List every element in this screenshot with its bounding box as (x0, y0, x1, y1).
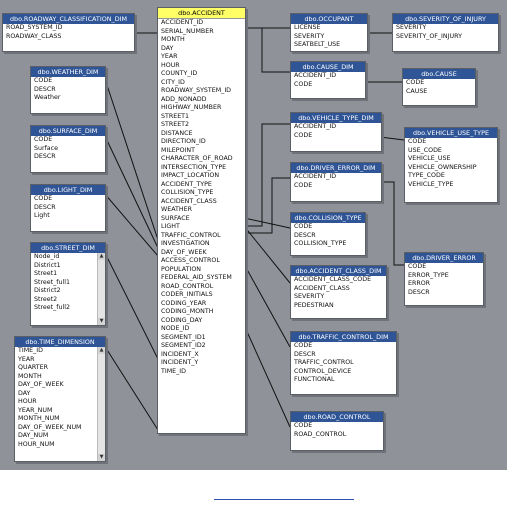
relationship-line (244, 325, 290, 427)
field-list (31, 195, 105, 231)
field-list (291, 24, 367, 51)
table-title[interactable]: dbo.OCCUPANT (291, 14, 367, 24)
field-row[interactable]: ROAD_SYSTEM_ID (6, 24, 63, 31)
field-row[interactable]: CODE (294, 342, 313, 349)
table-vehicle-type-dim[interactable] (290, 112, 382, 152)
field-row[interactable]: Street_full1 (34, 278, 70, 286)
table-title[interactable]: dbo.COLLISION_TYPE (291, 213, 365, 223)
relationship-line (380, 182, 404, 265)
table-occupant[interactable] (290, 13, 368, 52)
table-title[interactable]: dbo.LIGHT_DIM (31, 185, 105, 195)
field-row[interactable]: DIRECTION_ID (161, 138, 206, 145)
field-row[interactable]: SEATBELT_USE (294, 41, 341, 48)
field-row[interactable]: DISTANCE (161, 129, 193, 137)
field-row[interactable]: CODE (408, 138, 427, 145)
field-row[interactable]: ROAD_CONTROL (161, 282, 214, 290)
table-time-dimension[interactable] (14, 336, 106, 462)
field-row[interactable]: COLLISION_TYPE (161, 189, 214, 196)
field-row[interactable]: DAY (161, 44, 174, 52)
relationship-line (133, 33, 158, 108)
field-row[interactable]: SEVERITY (294, 32, 325, 40)
field-row[interactable]: SEVERITY_OF_INJURY (396, 32, 462, 40)
field-row[interactable]: ERROR_TYPE (408, 271, 449, 279)
field-row[interactable]: DESCR (34, 153, 56, 160)
field-row[interactable]: CODING_YEAR (161, 299, 207, 307)
field-row[interactable]: DAY_NUM (18, 432, 49, 439)
field-row[interactable]: DESCR (34, 85, 56, 93)
field-row[interactable]: ACCIDENT_CLASS_CODE (294, 276, 372, 283)
table-collision-type[interactable] (290, 212, 366, 256)
field-row[interactable]: CODING_MONTH (161, 308, 214, 315)
field-row[interactable]: ERROR (408, 280, 431, 287)
field-row[interactable]: CODE (406, 79, 425, 86)
relationship-line (104, 345, 158, 430)
field-list (158, 19, 245, 434)
field-row[interactable]: COLLISION_TYPE (294, 240, 347, 247)
field-list (291, 422, 383, 450)
field-row[interactable]: ACCIDENT_ID (294, 123, 337, 130)
scroll-up-arrow-icon[interactable]: ▲ (99, 347, 104, 353)
relationship-line (104, 251, 158, 359)
relationship-line (244, 28, 290, 72)
field-row[interactable]: CITY_ID (161, 78, 185, 86)
field-row[interactable]: VEHICLE_USE (408, 155, 451, 162)
field-row[interactable]: TRAFFIC_CONTROL (294, 359, 354, 366)
table-severity-of-injury[interactable] (392, 13, 499, 52)
field-row[interactable]: DESCR (34, 203, 56, 211)
field-list (291, 123, 381, 151)
scroll-down-arrow-icon[interactable]: ▼ (99, 318, 104, 324)
relationship-line (104, 134, 158, 248)
field-row[interactable]: STREET2 (161, 121, 190, 128)
relationship-line (244, 264, 290, 347)
field-row[interactable]: HOUR (18, 398, 37, 405)
field-row[interactable]: INTERSECTION_TYPE (161, 163, 227, 171)
field-row[interactable]: ACCIDENT_ID (294, 72, 337, 79)
field-list (31, 136, 105, 172)
field-row[interactable]: ROAD_CONTROL (294, 430, 347, 438)
table-title[interactable]: dbo.ROADWAY_CLASSIFICATION_DIM (3, 14, 134, 24)
field-row[interactable]: Street2 (34, 295, 58, 303)
field-row[interactable]: ACCIDENT_TYPE (161, 180, 212, 188)
table-title[interactable]: dbo.VEHICLE_USE_TYPE (405, 128, 497, 138)
table-cause[interactable] (402, 68, 476, 106)
relationship-line (244, 178, 290, 233)
field-row[interactable]: CHARACTER_OF_ROAD (161, 155, 233, 162)
scroll-down-arrow-icon[interactable]: ▼ (99, 454, 104, 460)
field-row[interactable]: District1 (34, 261, 61, 269)
field-row[interactable]: TIME_ID (161, 367, 186, 375)
field-row[interactable]: MONTH_NUM (18, 415, 60, 422)
table-traffic-control-dim[interactable] (290, 331, 397, 395)
field-row[interactable]: POPULATION (161, 265, 202, 273)
field-row[interactable]: TIME_ID (18, 347, 43, 354)
field-row[interactable]: DAY_OF_WEEK_NUM (18, 423, 82, 431)
field-list (3, 24, 134, 51)
table-surface-dim[interactable] (30, 125, 106, 173)
field-row[interactable]: Surface (34, 144, 58, 152)
table-light-dim[interactable] (30, 184, 106, 232)
field-row[interactable]: SEGMENT_ID2 (161, 342, 206, 349)
field-row[interactable]: FUNCTIONAL (294, 376, 335, 383)
table-vehicle-use-type[interactable] (404, 127, 498, 203)
field-row[interactable]: HOUR (161, 61, 180, 69)
field-row[interactable]: VEHICLE_TYPE (408, 180, 454, 188)
field-row[interactable]: CODE (294, 181, 313, 189)
field-row[interactable]: Node_id (34, 253, 60, 260)
relationship-line (244, 226, 290, 283)
field-row[interactable]: MILEPOINT (161, 146, 195, 154)
table-title[interactable]: dbo.SEVERITY_OF_INJURY (393, 14, 498, 24)
table-title[interactable]: dbo.SURFACE_DIM (31, 126, 105, 136)
field-row[interactable]: INCIDENT_Y (161, 359, 199, 366)
field-list (403, 79, 475, 105)
field-row[interactable]: ACCIDENT_CLASS (294, 284, 350, 292)
table-title[interactable]: dbo.CAUSE (403, 69, 475, 79)
field-row[interactable]: SERIAL_NUMBER (161, 27, 214, 35)
field-row[interactable]: LIGHT (161, 223, 180, 230)
vertical-scrollbar[interactable] (97, 253, 105, 325)
field-row[interactable]: NODE_ID (161, 325, 190, 332)
table-title[interactable]: dbo.ROAD_CONTROL (291, 412, 383, 422)
field-row[interactable]: CODE (294, 223, 313, 230)
table-title[interactable]: dbo.TIME_DIMENSION (15, 337, 105, 347)
field-list (31, 77, 105, 113)
table-title[interactable]: dbo.ACCIDENT (158, 8, 245, 19)
field-list (291, 173, 381, 201)
field-list (405, 138, 497, 202)
field-row[interactable]: Street_full2 (34, 304, 70, 311)
field-row[interactable]: VEHICLE_OWNERSHIP (408, 163, 477, 171)
scroll-up-arrow-icon[interactable]: ▲ (99, 253, 104, 259)
table-street-dim[interactable] (30, 242, 106, 326)
relationship-line (244, 124, 290, 226)
field-row[interactable]: Weather (34, 94, 61, 101)
field-row[interactable]: SEVERITY (294, 293, 325, 300)
vertical-scrollbar[interactable] (97, 347, 105, 461)
field-row[interactable]: SEGMENT_ID1 (161, 333, 206, 341)
field-row[interactable]: SURFACE (161, 214, 190, 222)
field-row[interactable]: CODER_INITIALS (161, 291, 213, 298)
table-driver-error[interactable] (404, 252, 484, 306)
field-row[interactable]: DESCR (294, 350, 316, 358)
field-row[interactable]: HIGHWAY_NUMBER (161, 104, 222, 111)
field-row[interactable]: CODE (294, 131, 313, 139)
field-row[interactable]: WEATHER (161, 206, 192, 213)
field-row[interactable]: CODE (34, 136, 53, 143)
field-row[interactable]: TRAFFIC_CONTROL (161, 231, 221, 239)
field-row[interactable]: STREET1 (161, 112, 190, 120)
field-row[interactable]: MONTH (18, 372, 42, 380)
field-row[interactable]: DESCR (294, 231, 316, 239)
table-title[interactable]: dbo.WEATHER_DIM (31, 67, 105, 77)
field-row[interactable]: CONTROL_DEVICE (294, 367, 352, 375)
field-row[interactable]: ACCIDENT_ID (294, 173, 337, 180)
field-row[interactable]: INVESTIGATION (161, 240, 210, 247)
field-list (15, 347, 98, 461)
field-row[interactable]: CAUSE (406, 87, 428, 95)
field-row[interactable]: FEDERAL_AID_SYSTEM (161, 274, 232, 281)
field-row[interactable]: SEVERITY (396, 24, 427, 31)
field-list (405, 263, 483, 305)
table-driver-error-dim[interactable] (290, 162, 382, 202)
field-row[interactable]: CODE (34, 195, 53, 202)
field-row[interactable]: ACCIDENT_CLASS (161, 197, 217, 205)
field-row[interactable]: ROADWAY_CLASS (6, 32, 62, 40)
field-list (291, 223, 365, 255)
field-row[interactable]: DAY_OF_WEEK (18, 381, 64, 388)
field-row[interactable]: CODE (408, 263, 427, 270)
table-accident[interactable] (157, 7, 246, 434)
field-row[interactable]: ACCESS_CONTROL (161, 257, 220, 264)
relationship-line (380, 137, 404, 140)
relationship-line (104, 193, 158, 256)
field-row[interactable]: HOUR_NUM (18, 440, 55, 448)
field-row[interactable]: YEAR (18, 355, 35, 363)
table-cause-dim[interactable] (290, 61, 366, 99)
field-row[interactable]: DESCR (408, 288, 430, 296)
table-weather-dim[interactable] (30, 66, 106, 114)
table-roadway-classification-dim[interactable] (2, 13, 135, 52)
footer-link-underline[interactable] (214, 499, 354, 500)
field-row[interactable]: YEAR_NUM (18, 406, 53, 414)
field-list (291, 72, 365, 98)
field-row[interactable]: MONTH (161, 36, 185, 43)
field-row[interactable]: Street1 (34, 270, 58, 277)
field-row[interactable]: ADD_NONADD (161, 95, 207, 103)
table-title[interactable]: dbo.CAUSE_DIM (291, 62, 365, 72)
field-row[interactable]: COUNTY_ID (161, 70, 198, 77)
field-row[interactable]: DAY_OF_WEEK (161, 248, 207, 256)
field-row[interactable]: CODE (294, 422, 313, 429)
field-list (291, 342, 396, 394)
field-row[interactable]: TYPE_CODE (408, 172, 445, 179)
field-row[interactable]: LICENSE (294, 24, 321, 31)
field-row[interactable]: IMPACT_LOCATION (161, 172, 220, 179)
relationship-line (104, 76, 158, 240)
table-title[interactable]: dbo.VEHICLE_TYPE_DIM (291, 113, 381, 123)
table-title[interactable]: dbo.ACCIDENT_CLASS_DIM (291, 266, 386, 276)
table-title[interactable]: dbo.TRAFFIC_CONTROL_DIM (291, 332, 396, 342)
field-row[interactable]: PEDESTRIAN (294, 301, 334, 309)
field-row[interactable]: ACCIDENT_ID (161, 19, 204, 26)
field-row[interactable]: ROADWAY_SYSTEM_ID (161, 87, 232, 94)
field-row[interactable]: QUARTER (18, 364, 48, 371)
field-list (393, 24, 498, 51)
field-row[interactable]: YEAR (161, 53, 178, 60)
field-row[interactable]: Light (34, 212, 50, 219)
table-accident-class-dim[interactable] (290, 265, 387, 319)
table-title[interactable]: dbo.STREET_DIM (31, 243, 105, 253)
field-row[interactable]: District2 (34, 287, 61, 294)
table-road-control[interactable] (290, 411, 384, 451)
field-list (291, 276, 386, 318)
field-row[interactable]: CODE (294, 80, 313, 88)
field-row[interactable]: CODE (34, 77, 53, 84)
table-title[interactable]: dbo.DRIVER_ERROR_DIM (291, 163, 381, 173)
field-row[interactable]: INCIDENT_X (161, 350, 199, 358)
field-row[interactable]: DAY (18, 389, 31, 397)
field-list (31, 253, 98, 325)
field-row[interactable]: CODING_DAY (161, 316, 203, 324)
field-row[interactable]: USE_CODE (408, 146, 442, 154)
table-title[interactable]: dbo.DRIVER_ERROR (405, 253, 483, 263)
